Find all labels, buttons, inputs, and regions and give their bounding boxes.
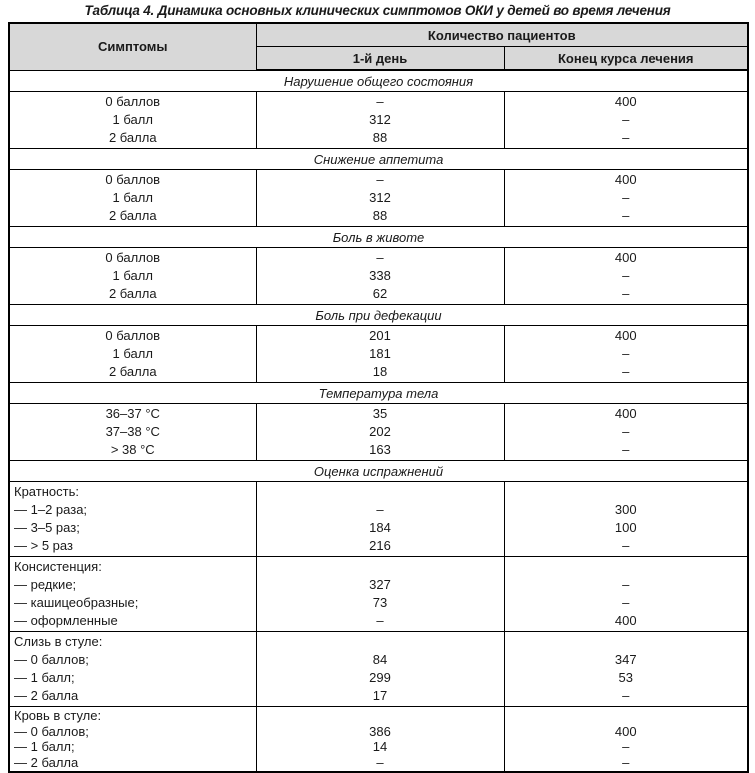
end-of-course-cell (504, 557, 748, 632)
symptom-label: — 1 балл; (14, 739, 75, 754)
symptom-cell (9, 632, 256, 707)
table-title: Таблица 4. Динамика основных клинических симптомов ОКИ у детей во время лечения (84, 3, 671, 18)
symptom-group-heading: Слизь в стуле: (14, 634, 103, 649)
symptom-cell (9, 404, 256, 461)
end-value: 400 (614, 406, 637, 421)
day1-value: 201 (369, 328, 391, 343)
day1-value: 216 (369, 538, 391, 553)
column-header-symptoms: Симптомы (9, 23, 256, 70)
symptom-label: 0 баллов (105, 250, 161, 265)
day1-value: 88 (372, 208, 388, 223)
end-value (505, 483, 748, 501)
end-value: 100 (614, 520, 637, 535)
end-value: – (622, 754, 630, 770)
section-header-row (9, 149, 748, 170)
end-value (505, 708, 748, 724)
end-of-course-cell (504, 632, 748, 707)
section-name: Оценка испражнений (9, 461, 748, 482)
symptom-label: 36–37 °C (105, 406, 160, 421)
symptom-label: 1 балл (112, 268, 153, 283)
end-value: – (622, 208, 630, 223)
data-row (9, 326, 748, 383)
symptom-cell (9, 170, 256, 227)
day1-value: 312 (369, 190, 391, 205)
table-body (9, 70, 748, 772)
data-row (9, 248, 748, 305)
end-value: 400 (614, 328, 637, 343)
symptom-label: — 3–5 раз; (14, 520, 80, 535)
end-value: – (622, 364, 630, 379)
day1-value: 17 (372, 688, 388, 703)
section-name: Боль в животе (9, 227, 748, 248)
symptoms-table (8, 22, 749, 773)
symptom-label: — оформленные (14, 613, 118, 628)
column-header-day1: 1-й день (256, 47, 504, 71)
day1-cell (256, 557, 504, 632)
day1-value: 18 (372, 364, 388, 379)
end-of-course-cell (504, 170, 748, 227)
symptom-label: 37–38 °C (105, 424, 160, 439)
day1-value: – (376, 502, 384, 517)
day1-cell (256, 482, 504, 557)
section-header-row (9, 227, 748, 248)
symptom-label: 2 балла (108, 208, 157, 223)
end-value: – (622, 268, 630, 283)
end-of-course-cell (504, 482, 748, 557)
day1-cell (256, 326, 504, 383)
symptom-cell (9, 557, 256, 632)
day1-cell (256, 248, 504, 305)
end-value: – (622, 577, 630, 592)
end-value: 400 (614, 94, 637, 109)
end-value: 400 (614, 250, 637, 265)
section-name: Температура тела (9, 383, 748, 404)
day1-value: 62 (372, 286, 388, 301)
day1-value (257, 483, 504, 501)
end-value: 400 (614, 613, 637, 628)
symptom-label: — 2 балла (14, 688, 79, 703)
end-value: – (622, 130, 630, 145)
data-row (9, 170, 748, 227)
section-name: Нарушение общего состояния (9, 70, 748, 92)
day1-value (257, 558, 504, 576)
symptom-cell (9, 326, 256, 383)
data-row (9, 557, 748, 632)
day1-value: 84 (372, 652, 388, 667)
symptom-group-heading: Консистенция: (14, 559, 102, 574)
end-value: – (622, 538, 630, 553)
symptom-label: — редкие; (14, 577, 77, 592)
symptom-label: 0 баллов (105, 328, 161, 343)
symptom-label: — 1–2 раза; (14, 502, 88, 517)
symptom-label: — 2 балла (14, 754, 79, 770)
symptom-cell (9, 482, 256, 557)
day1-value: – (376, 613, 384, 628)
symptom-cell (9, 707, 256, 773)
symptom-label: 0 баллов (105, 172, 161, 187)
end-value: 53 (618, 670, 633, 685)
symptom-label: — 0 баллов; (14, 723, 89, 739)
end-value: 400 (614, 172, 637, 187)
day1-value (257, 633, 504, 651)
day1-value: 35 (372, 406, 388, 421)
symptom-group-heading: Кровь в стуле: (14, 708, 102, 723)
section-header-row (9, 461, 748, 482)
section-name: Снижение аппетита (9, 149, 748, 170)
symptom-label: 1 балл (112, 190, 153, 205)
day1-cell (256, 632, 504, 707)
day1-cell (256, 170, 504, 227)
end-value: – (622, 286, 630, 301)
end-value: 400 (614, 723, 637, 739)
column-header-patient-count: Количество пациентов (256, 23, 748, 47)
end-value: – (622, 112, 630, 127)
end-of-course-cell (504, 92, 748, 149)
day1-value: 312 (369, 112, 391, 127)
day1-value: 327 (369, 577, 391, 592)
end-value: – (622, 739, 630, 754)
end-of-course-cell (504, 248, 748, 305)
day1-value: 73 (372, 595, 388, 610)
end-value (505, 558, 748, 576)
day1-value: 163 (369, 442, 391, 457)
end-value: – (622, 442, 630, 457)
end-of-course-cell (504, 707, 748, 773)
day1-value: 338 (369, 268, 391, 283)
end-value: – (622, 688, 630, 703)
day1-value: 299 (369, 670, 391, 685)
day1-value: 181 (369, 346, 391, 361)
day1-value: – (376, 250, 384, 265)
day1-value: 14 (372, 739, 388, 754)
end-value: – (622, 424, 630, 439)
symptom-label: 2 балла (108, 364, 157, 379)
symptom-label: > 38 °C (110, 442, 155, 457)
day1-cell (256, 707, 504, 773)
data-row (9, 92, 748, 149)
end-value: – (622, 346, 630, 361)
symptom-label: — 0 баллов; (14, 652, 89, 667)
day1-cell (256, 404, 504, 461)
section-header-row (9, 305, 748, 326)
day1-value: – (376, 94, 384, 109)
end-value: – (622, 595, 630, 610)
end-value: 347 (614, 652, 637, 667)
day1-value: 386 (369, 723, 391, 739)
section-header-row (9, 70, 748, 92)
symptom-cell (9, 248, 256, 305)
day1-cell (256, 92, 504, 149)
end-of-course-cell (504, 404, 748, 461)
end-of-course-cell (504, 326, 748, 383)
section-header-row (9, 383, 748, 404)
symptom-label: 0 баллов (105, 94, 161, 109)
end-value (505, 633, 748, 651)
table-head (9, 23, 748, 70)
symptom-label: 1 балл (112, 112, 153, 127)
day1-value: 184 (369, 520, 391, 535)
day1-value (257, 708, 504, 724)
data-row (9, 707, 748, 773)
symptom-label: 2 балла (108, 286, 157, 301)
symptom-label: 1 балл (112, 346, 153, 361)
data-row (9, 404, 748, 461)
symptom-label: — > 5 раз (14, 538, 73, 553)
column-header-end-of-course: Конец курса лечения (504, 47, 748, 71)
symptom-group-heading: Кратность: (14, 484, 79, 499)
day1-value: – (376, 754, 384, 770)
end-value: 300 (614, 502, 637, 517)
symptom-label: — кашицеобразные; (14, 595, 139, 610)
section-name: Боль при дефекации (9, 305, 748, 326)
day1-value: 88 (372, 130, 388, 145)
symptom-label: 2 балла (108, 130, 157, 145)
end-value: – (622, 190, 630, 205)
data-row (9, 482, 748, 557)
data-row (9, 632, 748, 707)
day1-value: 202 (369, 424, 391, 439)
symptom-cell (9, 92, 256, 149)
symptom-label: — 1 балл; (14, 670, 75, 685)
day1-value: – (376, 172, 384, 187)
